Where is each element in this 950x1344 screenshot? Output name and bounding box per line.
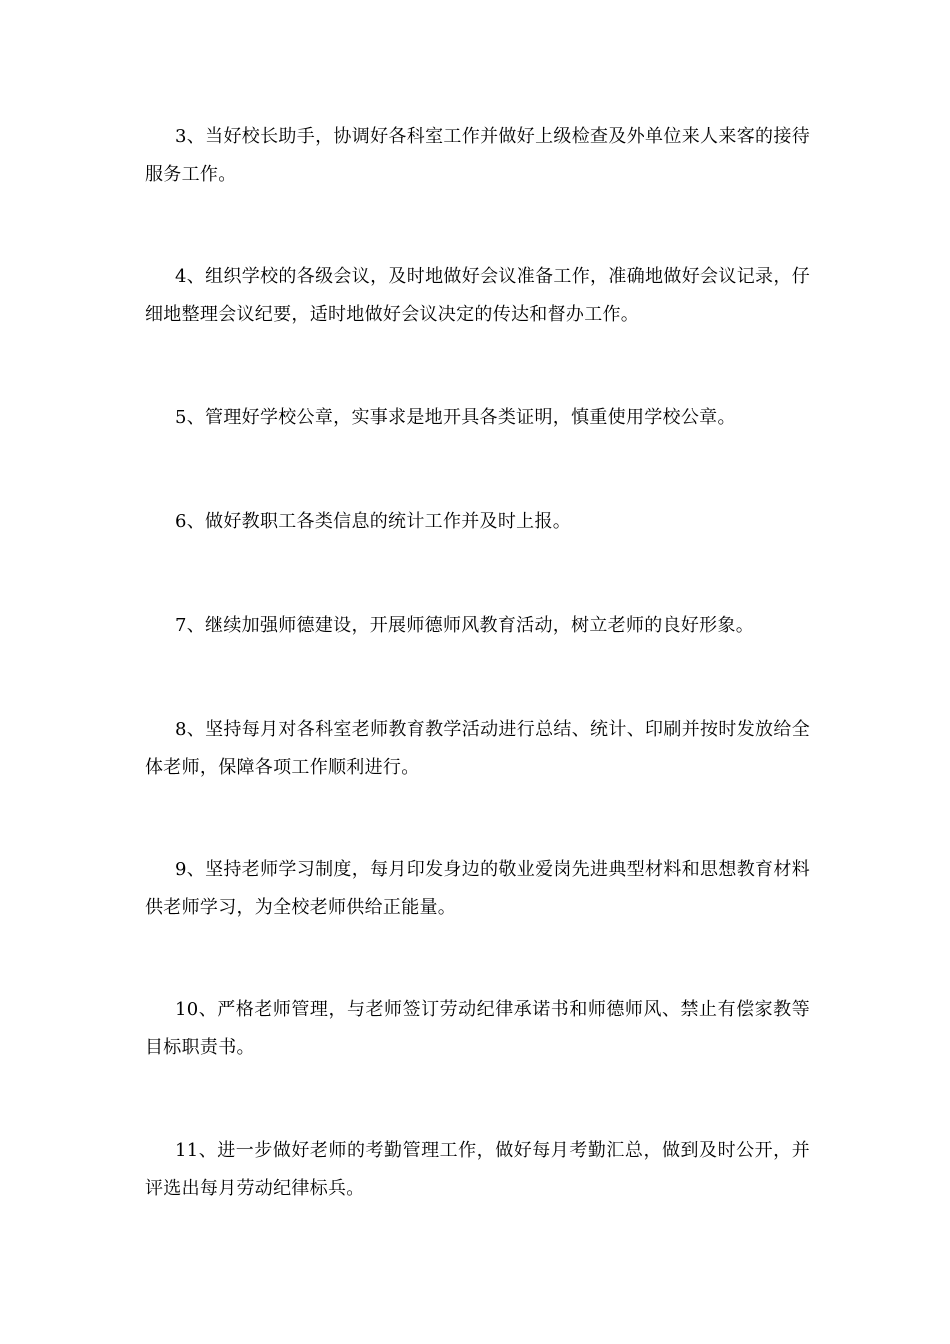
paragraph-item-10: 10、严格老师管理，与老师签订劳动纪律承诺书和师德师风、禁止有偿家教等目标职责书。 — [145, 999, 810, 1058]
paragraph-item-4: 4、组织学校的各级会议，及时地做好会议准备工作，准确地做好会议记录，仔细地整理会议纪要，适时地做好会议决定的传达和督办工作。 — [145, 266, 810, 325]
paragraph-item-7: 7、继续加强师德建设，开展师德师风教育活动，树立老师的良好形象。 — [175, 615, 755, 636]
paragraph-item-6: 6、做好教职工各类信息的统计工作并及时上报。 — [175, 511, 572, 532]
paragraph-item-8: 8、坚持每月对各科室老师教育教学活动进行总结、统计、印刷并按时发放给全体老师，保障各项工作顺利进行。 — [145, 719, 810, 778]
paragraph-item-9: 9、坚持老师学习制度，每月印发身边的敬业爱岗先进典型材料和思想教育材料供老师学习，为全校老师供给正能量。 — [145, 859, 810, 918]
paragraph-item-3: 3、当好校长助手，协调好各科室工作并做好上级检查及外单位来人来客的接待服务工作。 — [145, 126, 810, 185]
paragraph-item-11: 11、进一步做好老师的考勤管理工作，做好每月考勤汇总，做到及时公开，并评选出每月劳动纪律标兵。 — [145, 1140, 810, 1199]
paragraph-item-5: 5、管理好学校公章，实事求是地开具各类证明，慎重使用学校公章。 — [175, 407, 736, 428]
